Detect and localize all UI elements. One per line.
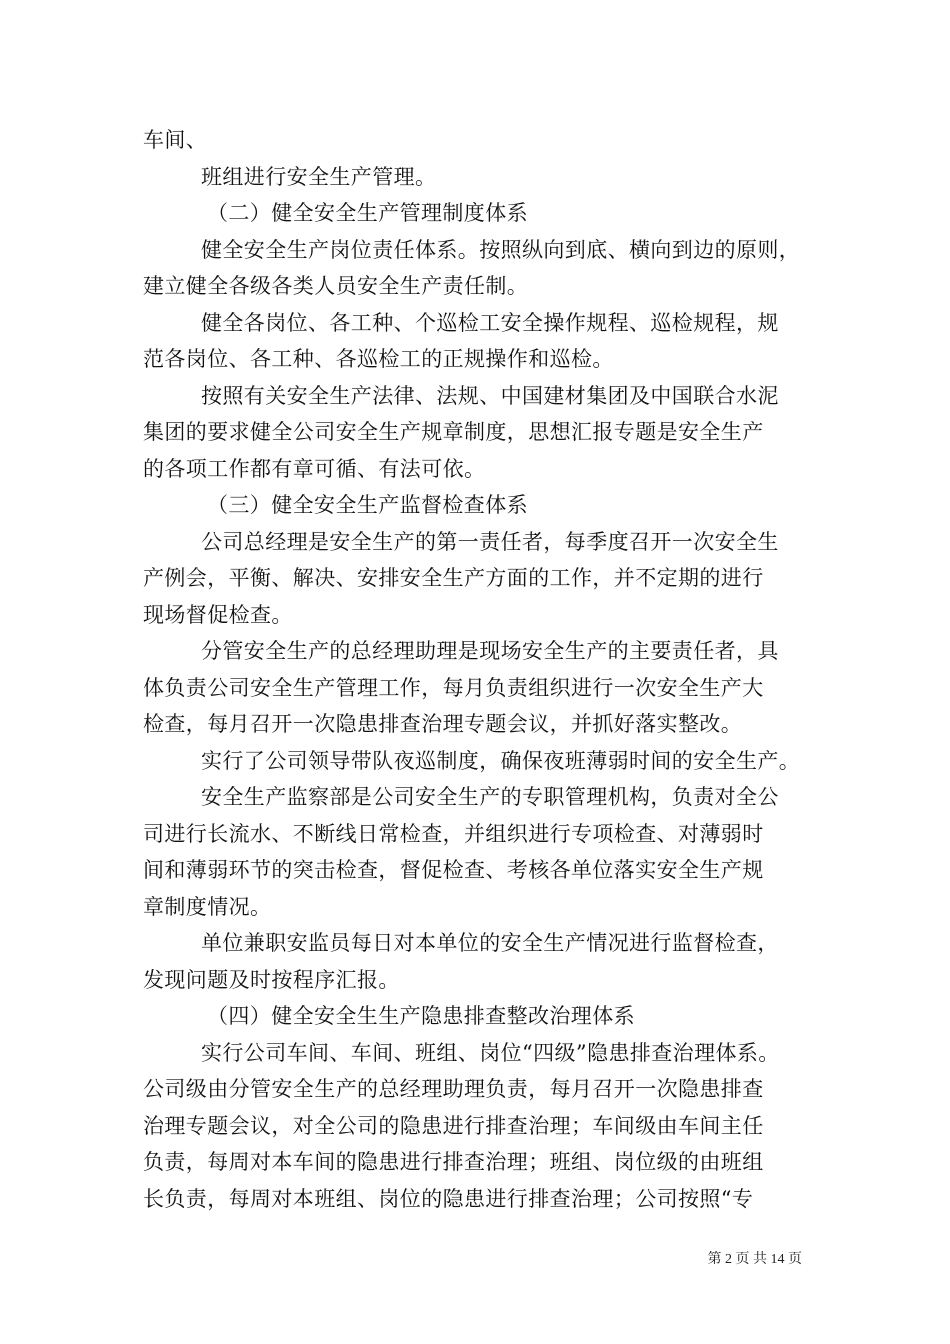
paragraph-line: 实行公司车间、车间、班组、岗位“四级”隐患排查治理体系。	[201, 1040, 780, 1065]
section-heading: （三）健全安全生产监督检查体系	[207, 493, 528, 517]
paragraph-line: 治理专题会议，对全公司的隐患进行排查治理；车间级由车间主任	[143, 1113, 764, 1138]
paragraph-line: 健全各岗位、各工种、个巡检工安全操作规程、巡检规程，规	[201, 310, 779, 335]
paragraph-line: 范各岗位、各工种、各巡检工的正规操作和巡检。	[143, 347, 614, 371]
document-body	[143, 122, 823, 1217]
paragraph-line: 安全生产监察部是公司安全生产的专职管理机构，负责对全公	[201, 785, 779, 809]
paragraph-line: 发现问题及时按程序汇报。	[143, 967, 400, 992]
paragraph-line: 间和薄弱环节的突击检查，督促检查、考核各单位落实安全生产规	[143, 858, 764, 882]
paragraph-line: 实行了公司领导带队夜巡制度，确保夜班薄弱时间的安全生产。	[201, 748, 801, 773]
paragraph-line: 体负责公司安全生产管理工作，每月负责组织进行一次安全生产大	[143, 675, 764, 700]
page-number: 第 2 页 共 14 页	[707, 1252, 802, 1267]
paragraph-line: 班组进行安全生产管理。	[201, 164, 437, 189]
paragraph-line: 分管安全生产的总经理助理是现场安全生产的主要责任者，具	[201, 639, 779, 663]
paragraph-line: 负责，每周对本车间的隐患进行排查治理；班组、岗位级的由班组	[143, 1150, 764, 1174]
paragraph-line: 现场督促检查。	[143, 602, 293, 627]
paragraph-line: 检查，每月召开一次隐患排查治理专题会议，并抓好落实整改。	[143, 712, 743, 736]
paragraph-line: 产例会，平衡、解决、安排安全生产方面的工作，并不定期的进行	[143, 566, 764, 590]
paragraph-line: 的各项工作都有章可循、有法可依。	[143, 456, 486, 481]
paragraph-line: 建立健全各级各类人员安全生产责任制。	[143, 274, 529, 298]
section-heading: （二）健全安全生产管理制度体系	[207, 201, 528, 225]
paragraph-line: 集团的要求健全公司安全生产规章制度，思想汇报专题是安全生产	[143, 420, 764, 444]
section-heading: （四）健全安全生生产隐患排查整改治理体系	[207, 1004, 635, 1028]
paragraph-line: 车间、	[143, 128, 208, 152]
paragraph-line: 单位兼职安监员每日对本单位的安全生产情况进行监督检查，	[201, 931, 779, 955]
paragraph-line: 章制度情况。	[143, 894, 272, 919]
paragraph-line: 司进行长流水、不断线日常检查，并组织进行专项检查、对薄弱时	[143, 821, 764, 846]
paragraph-line: 公司总经理是安全生产的第一责任者，每季度召开一次安全生	[201, 529, 779, 554]
paragraph-line: 长负责，每周对本班组、岗位的隐患进行排查治理；公司按照“专	[143, 1186, 754, 1211]
paragraph-line: 按照有关安全生产法律、法规、中国建材集团及中国联合水泥	[201, 383, 779, 408]
paragraph-line: 公司级由分管安全生产的总经理助理负责，每月召开一次隐患排查	[143, 1077, 764, 1101]
paragraph-line: 健全安全生产岗位责任体系。按照纵向到底、横向到边的原则，	[201, 237, 801, 262]
